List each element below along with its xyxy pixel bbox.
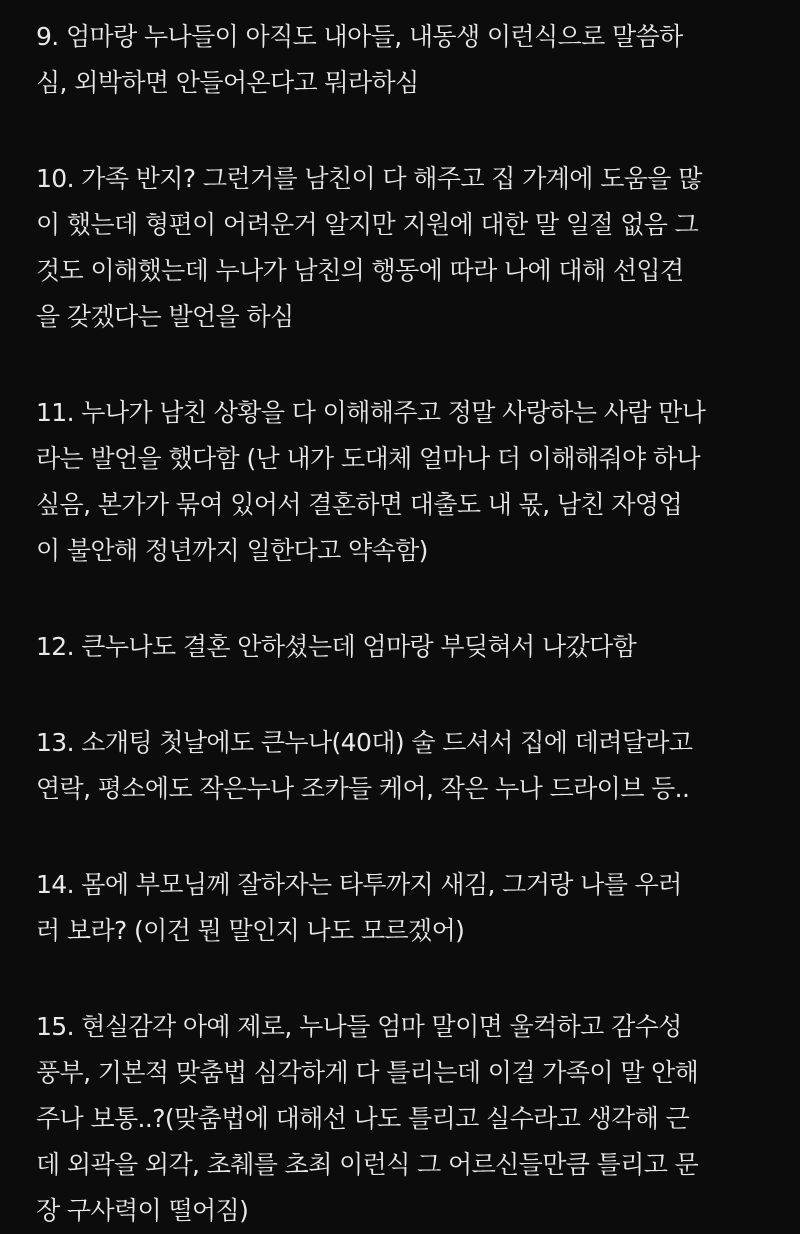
paragraph-gap (36, 106, 770, 156)
list-item-11 (36, 390, 770, 574)
text-line: 연락, 평소에도 작은누나 조카들 케어, 작은 누나 드라이브 등.. (36, 774, 690, 803)
text-line: 주나 보통..?(맞춤법에 대해선 나도 틀리고 실수라고 생각해 근 (36, 1104, 690, 1133)
paragraph-gap (36, 574, 770, 624)
list-item-15 (36, 1004, 770, 1234)
list-item-9 (36, 14, 770, 106)
text-line: 것도 이해했는데 누나가 남친의 행동에 따라 나에 대해 선입견 (36, 256, 684, 285)
text-line: 러 보라? (이건 뭔 말인지 나도 모르겠어) (36, 916, 465, 945)
text-line: 풍부, 기본적 맞춤법 심각하게 다 틀리는데 이걸 가족이 말 안해 (36, 1058, 699, 1087)
paragraph-gap (36, 812, 770, 862)
text-line: 데 외곽을 외각, 초췌를 초최 이런식 그 어르신들만큼 틀리고 문 (36, 1150, 699, 1179)
list-item-12 (36, 624, 770, 670)
text-line: 이 불안해 정년까지 일한다고 약속함) (36, 536, 428, 565)
list-item-10 (36, 156, 770, 340)
list-item-13 (36, 720, 770, 812)
list-item-14 (36, 862, 770, 954)
text-line: 15. 현실감각 아예 제로, 누나들 엄마 말이면 울컥하고 감수성 (36, 1012, 682, 1041)
text-line: 싶음, 본가가 묶여 있어서 결혼하면 대출도 내 몫, 남친 자영업 (36, 490, 683, 519)
paragraph-gap (36, 954, 770, 1004)
text-line: 이 했는데 형편이 어려운거 알지만 지원에 대한 말 일절 없음 그 (36, 210, 699, 239)
text-line: 14. 몸에 부모님께 잘하자는 타투까지 새김, 그거랑 나를 우러 (36, 870, 682, 899)
text-line: 장 구사력이 떨어짐) (36, 1196, 249, 1225)
text-line: 9. 엄마랑 누나들이 아직도 내아들, 내동생 이런식으로 말씀하 (36, 22, 683, 51)
text-line: 13. 소개팅 첫날에도 큰누나(40대) 술 드셔서 집에 데려달라고 (36, 728, 693, 757)
text-line: 11. 누나가 남친 상황을 다 이해해주고 정말 사랑하는 사람 만나 (36, 398, 706, 427)
text-line: 라는 발언을 했다함 (난 내가 도대체 얼마나 더 이해해줘야 하나 (36, 444, 701, 473)
paragraph-gap (36, 340, 770, 390)
paragraph-gap (36, 670, 770, 720)
text-line: 10. 가족 반지? 그런거를 남친이 다 해주고 집 가계에 도움을 많 (36, 164, 702, 193)
text-line: 심, 외박하면 안들어온다고 뭐라하심 (36, 68, 419, 97)
text-line: 을 갖겠다는 발언을 하심 (36, 302, 294, 331)
text-line: 12. 큰누나도 결혼 안하셨는데 엄마랑 부딪혀서 나갔다함 (36, 632, 637, 661)
